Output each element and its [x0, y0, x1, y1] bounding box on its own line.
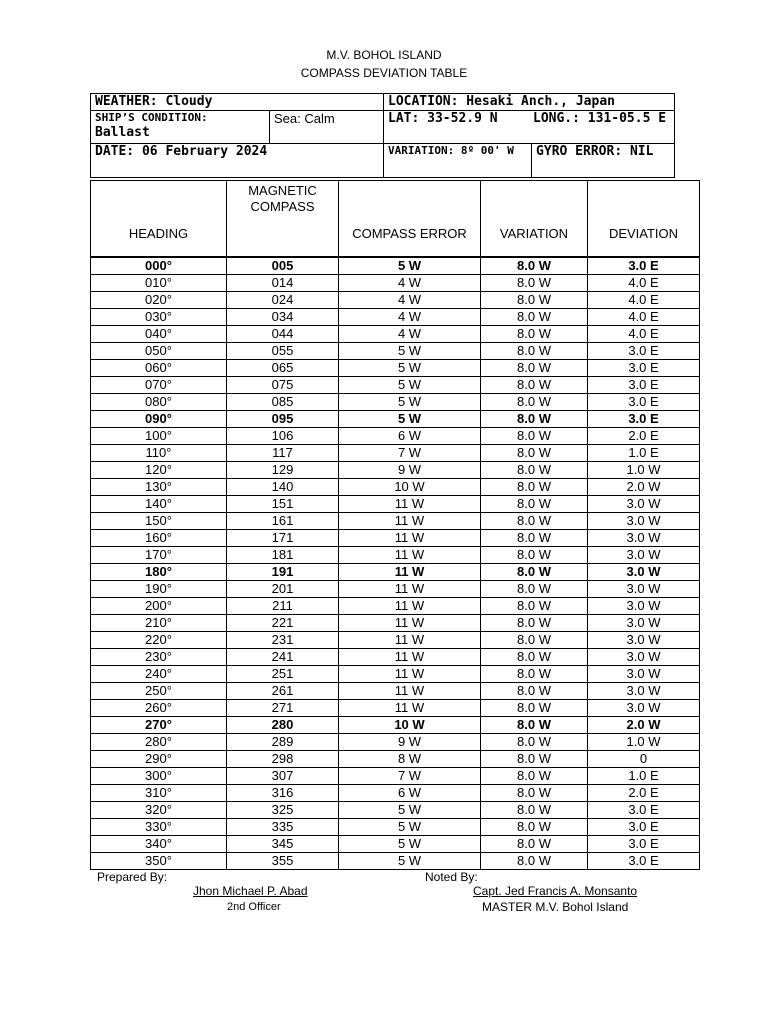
cell-magnetic: 129: [227, 462, 339, 479]
cell-deviation: 3.0 E: [588, 853, 700, 870]
ship-condition-value: Ballast: [95, 125, 150, 140]
col-header-magnetic: [227, 181, 339, 258]
cell-heading: 060°: [91, 360, 227, 377]
cell-deviation: 4.0 E: [588, 292, 700, 309]
sea-cell: Sea: Calm: [270, 111, 384, 144]
cell-deviation: 1.0 E: [588, 768, 700, 785]
cell-magnetic: 140: [227, 479, 339, 496]
cell-heading: 080°: [91, 394, 227, 411]
cell-magnetic: 280: [227, 717, 339, 734]
cell-heading: 270°: [91, 717, 227, 734]
cell-error: 11 W: [339, 615, 481, 632]
col-header-heading: HEADING: [91, 181, 227, 258]
cell-error: 4 W: [339, 275, 481, 292]
cell-deviation: 3.0 W: [588, 564, 700, 581]
prepared-by-label: Prepared By:: [97, 870, 168, 884]
cell-heading: 230°: [91, 649, 227, 666]
cell-variation: 8.0 W: [481, 785, 588, 802]
cell-heading: 350°: [91, 853, 227, 870]
cell-magnetic: 241: [227, 649, 339, 666]
table-row: [91, 411, 700, 428]
cell-variation: 8.0 W: [481, 496, 588, 513]
cell-error: 10 W: [339, 479, 481, 496]
table-row: [91, 581, 700, 598]
voyage-info-table: [90, 93, 675, 178]
cell-variation: 8.0 W: [481, 411, 588, 428]
table-row: [91, 751, 700, 768]
cell-error: 11 W: [339, 632, 481, 649]
date-cell: DATE: 06 February 2024: [91, 144, 384, 178]
cell-magnetic: 325: [227, 802, 339, 819]
prepared-by-title: 2nd Officer: [227, 901, 281, 913]
cell-variation: 8.0 W: [481, 734, 588, 751]
table-row: [91, 292, 700, 309]
table-row: [91, 717, 700, 734]
ship-condition-label: SHIP’S CONDITION:: [95, 111, 208, 124]
cell-variation: 8.0 W: [481, 717, 588, 734]
cell-magnetic: 191: [227, 564, 339, 581]
cell-error: 11 W: [339, 547, 481, 564]
cell-error: 11 W: [339, 530, 481, 547]
table-row: [91, 632, 700, 649]
cell-heading: 310°: [91, 785, 227, 802]
table-row: [91, 853, 700, 870]
cell-magnetic: 171: [227, 530, 339, 547]
cell-error: 10 W: [339, 717, 481, 734]
cell-heading: 240°: [91, 666, 227, 683]
cell-error: 11 W: [339, 683, 481, 700]
cell-magnetic: 231: [227, 632, 339, 649]
cell-deviation: 1.0 E: [588, 445, 700, 462]
cell-error: 7 W: [339, 768, 481, 785]
deviation-table-body: [91, 257, 700, 870]
cell-variation: 8.0 W: [481, 292, 588, 309]
cell-heading: 140°: [91, 496, 227, 513]
cell-heading: 130°: [91, 479, 227, 496]
cell-magnetic: 161: [227, 513, 339, 530]
ship-name: M.V. BOHOL ISLAND: [326, 48, 442, 62]
table-row: [91, 445, 700, 462]
location-cell: LOCATION: Hesaki Anch., Japan: [384, 94, 675, 111]
cell-heading: 300°: [91, 768, 227, 785]
cell-variation: 8.0 W: [481, 751, 588, 768]
table-row: [91, 615, 700, 632]
cell-heading: 150°: [91, 513, 227, 530]
cell-heading: 250°: [91, 683, 227, 700]
cell-deviation: 3.0 W: [588, 581, 700, 598]
cell-magnetic: 044: [227, 326, 339, 343]
cell-variation: 8.0 W: [481, 581, 588, 598]
table-row: [91, 819, 700, 836]
cell-magnetic: 151: [227, 496, 339, 513]
cell-variation: 8.0 W: [481, 819, 588, 836]
cell-error: 5 W: [339, 343, 481, 360]
latitude: LAT: 33-52.9 N: [388, 111, 498, 126]
cell-error: 6 W: [339, 428, 481, 445]
cell-magnetic: 316: [227, 785, 339, 802]
col-header-error: COMPASS ERROR: [339, 181, 481, 258]
cell-deviation: 4.0 E: [588, 309, 700, 326]
table-row: [91, 428, 700, 445]
table-row: [91, 377, 700, 394]
cell-magnetic: 335: [227, 819, 339, 836]
cell-heading: 190°: [91, 581, 227, 598]
cell-variation: 8.0 W: [481, 666, 588, 683]
cell-variation: 8.0 W: [481, 598, 588, 615]
table-row: [91, 836, 700, 853]
cell-error: 11 W: [339, 666, 481, 683]
cell-variation: 8.0 W: [481, 700, 588, 717]
cell-magnetic: 181: [227, 547, 339, 564]
cell-deviation: 3.0 W: [588, 649, 700, 666]
cell-error: 5 W: [339, 819, 481, 836]
cell-heading: 100°: [91, 428, 227, 445]
cell-magnetic: 085: [227, 394, 339, 411]
table-row: [91, 326, 700, 343]
cell-heading: 160°: [91, 530, 227, 547]
cell-variation: 8.0 W: [481, 445, 588, 462]
cell-heading: 040°: [91, 326, 227, 343]
cell-variation: 8.0 W: [481, 394, 588, 411]
cell-deviation: 3.0 E: [588, 343, 700, 360]
cell-heading: 010°: [91, 275, 227, 292]
table-row: [91, 564, 700, 581]
cell-variation: 8.0 W: [481, 649, 588, 666]
cell-variation: 8.0 W: [481, 853, 588, 870]
cell-deviation: 1.0 W: [588, 462, 700, 479]
cell-magnetic: 005: [227, 257, 339, 275]
cell-magnetic: 034: [227, 309, 339, 326]
cell-magnetic: 014: [227, 275, 339, 292]
cell-heading: 020°: [91, 292, 227, 309]
cell-deviation: 2.0 W: [588, 717, 700, 734]
cell-heading: 070°: [91, 377, 227, 394]
cell-heading: 260°: [91, 700, 227, 717]
cell-error: 5 W: [339, 802, 481, 819]
document-title: COMPASS DEVIATION TABLE: [300, 66, 468, 80]
cell-error: 6 W: [339, 785, 481, 802]
cell-error: 11 W: [339, 564, 481, 581]
cell-deviation: 3.0 W: [588, 547, 700, 564]
cell-deviation: 3.0 E: [588, 819, 700, 836]
cell-magnetic: 117: [227, 445, 339, 462]
cell-heading: 180°: [91, 564, 227, 581]
cell-variation: 8.0 W: [481, 768, 588, 785]
ship-condition-cell: [91, 111, 270, 144]
cell-heading: 200°: [91, 598, 227, 615]
cell-deviation: 0: [588, 751, 700, 768]
table-row: [91, 530, 700, 547]
cell-variation: 8.0 W: [481, 462, 588, 479]
cell-deviation: 3.0 W: [588, 666, 700, 683]
deviation-table: [90, 180, 700, 870]
cell-deviation: 3.0 E: [588, 836, 700, 853]
cell-error: 5 W: [339, 836, 481, 853]
gyro-error-cell: GYRO ERROR: NIL: [532, 144, 675, 178]
cell-deviation: 4.0 E: [588, 275, 700, 292]
cell-heading: 210°: [91, 615, 227, 632]
cell-error: 8 W: [339, 751, 481, 768]
table-row: [91, 785, 700, 802]
table-row: [91, 666, 700, 683]
col-header-variation: VARIATION: [481, 181, 588, 258]
cell-magnetic: 075: [227, 377, 339, 394]
cell-magnetic: 065: [227, 360, 339, 377]
cell-variation: 8.0 W: [481, 802, 588, 819]
cell-deviation: 2.0 E: [588, 428, 700, 445]
cell-variation: 8.0 W: [481, 632, 588, 649]
variation-cell: VARIATION: 8º 00' W: [384, 144, 532, 178]
cell-heading: 030°: [91, 309, 227, 326]
table-row: [91, 649, 700, 666]
cell-error: 5 W: [339, 853, 481, 870]
cell-error: 9 W: [339, 734, 481, 751]
cell-error: 11 W: [339, 581, 481, 598]
cell-variation: 8.0 W: [481, 479, 588, 496]
cell-deviation: 1.0 W: [588, 734, 700, 751]
cell-variation: 8.0 W: [481, 257, 588, 275]
cell-magnetic: 298: [227, 751, 339, 768]
cell-variation: 8.0 W: [481, 836, 588, 853]
cell-variation: 8.0 W: [481, 564, 588, 581]
cell-heading: 000°: [91, 257, 227, 275]
cell-variation: 8.0 W: [481, 530, 588, 547]
cell-magnetic: 095: [227, 411, 339, 428]
cell-deviation: 3.0 E: [588, 411, 700, 428]
cell-magnetic: 211: [227, 598, 339, 615]
cell-magnetic: 024: [227, 292, 339, 309]
table-row: [91, 513, 700, 530]
noted-by-title: MASTER M.V. Bohol Island: [482, 900, 629, 914]
cell-deviation: 3.0 E: [588, 360, 700, 377]
cell-magnetic: 289: [227, 734, 339, 751]
table-row: [91, 360, 700, 377]
table-row: [91, 462, 700, 479]
cell-deviation: 3.0 W: [588, 700, 700, 717]
table-row: [91, 496, 700, 513]
col-header-magnetic-text: MAGNETIC COMPASS: [248, 183, 317, 214]
cell-error: 5 W: [339, 411, 481, 428]
cell-variation: 8.0 W: [481, 326, 588, 343]
cell-error: 11 W: [339, 649, 481, 666]
cell-heading: 280°: [91, 734, 227, 751]
cell-magnetic: 261: [227, 683, 339, 700]
position-cell: [384, 111, 675, 144]
cell-error: 11 W: [339, 513, 481, 530]
cell-magnetic: 106: [227, 428, 339, 445]
cell-magnetic: 307: [227, 768, 339, 785]
table-row: [91, 257, 700, 275]
cell-deviation: 3.0 W: [588, 683, 700, 700]
table-row: [91, 700, 700, 717]
cell-variation: 8.0 W: [481, 275, 588, 292]
cell-heading: 220°: [91, 632, 227, 649]
table-row: [91, 309, 700, 326]
cell-error: 4 W: [339, 309, 481, 326]
table-row: [91, 479, 700, 496]
cell-deviation: 4.0 E: [588, 326, 700, 343]
cell-error: 7 W: [339, 445, 481, 462]
cell-error: 11 W: [339, 496, 481, 513]
table-row: [91, 275, 700, 292]
cell-deviation: 3.0 E: [588, 802, 700, 819]
weather-cell: WEATHER: Cloudy: [91, 94, 384, 111]
table-row: [91, 734, 700, 751]
cell-variation: 8.0 W: [481, 343, 588, 360]
col-header-deviation: DEVIATION: [588, 181, 700, 258]
cell-magnetic: 221: [227, 615, 339, 632]
cell-error: 4 W: [339, 326, 481, 343]
table-row: [91, 598, 700, 615]
cell-variation: 8.0 W: [481, 547, 588, 564]
cell-deviation: 3.0 W: [588, 530, 700, 547]
table-row: [91, 343, 700, 360]
prepared-by-name: Jhon Michael P. Abad: [193, 884, 308, 898]
cell-error: 11 W: [339, 700, 481, 717]
cell-magnetic: 355: [227, 853, 339, 870]
cell-magnetic: 201: [227, 581, 339, 598]
noted-by-name: Capt. Jed Francis A. Monsanto: [473, 884, 638, 898]
cell-deviation: 3.0 W: [588, 615, 700, 632]
cell-deviation: 3.0 W: [588, 598, 700, 615]
cell-variation: 8.0 W: [481, 309, 588, 326]
cell-error: 9 W: [339, 462, 481, 479]
cell-deviation: 3.0 E: [588, 257, 700, 275]
cell-heading: 340°: [91, 836, 227, 853]
cell-deviation: 3.0 E: [588, 394, 700, 411]
longitude: LONG.: 131-05.5 E: [533, 111, 667, 126]
table-row: [91, 802, 700, 819]
cell-magnetic: 271: [227, 700, 339, 717]
cell-variation: 8.0 W: [481, 615, 588, 632]
cell-variation: 8.0 W: [481, 428, 588, 445]
noted-by-label: Noted By:: [425, 870, 478, 884]
cell-deviation: 3.0 W: [588, 496, 700, 513]
cell-heading: 110°: [91, 445, 227, 462]
cell-deviation: 3.0 W: [588, 513, 700, 530]
cell-error: 5 W: [339, 377, 481, 394]
table-row: [91, 683, 700, 700]
cell-deviation: 2.0 E: [588, 785, 700, 802]
cell-magnetic: 251: [227, 666, 339, 683]
cell-variation: 8.0 W: [481, 360, 588, 377]
cell-error: 5 W: [339, 257, 481, 275]
cell-heading: 050°: [91, 343, 227, 360]
cell-deviation: 2.0 W: [588, 479, 700, 496]
cell-variation: 8.0 W: [481, 377, 588, 394]
cell-magnetic: 345: [227, 836, 339, 853]
cell-heading: 170°: [91, 547, 227, 564]
cell-deviation: 3.0 W: [588, 632, 700, 649]
table-row: [91, 768, 700, 785]
cell-variation: 8.0 W: [481, 513, 588, 530]
cell-error: 5 W: [339, 360, 481, 377]
cell-error: 5 W: [339, 394, 481, 411]
table-row: [91, 394, 700, 411]
cell-error: 11 W: [339, 598, 481, 615]
cell-error: 4 W: [339, 292, 481, 309]
cell-heading: 120°: [91, 462, 227, 479]
cell-heading: 320°: [91, 802, 227, 819]
cell-variation: 8.0 W: [481, 683, 588, 700]
cell-deviation: 3.0 E: [588, 377, 700, 394]
table-row: [91, 547, 700, 564]
cell-heading: 090°: [91, 411, 227, 428]
cell-heading: 330°: [91, 819, 227, 836]
cell-heading: 290°: [91, 751, 227, 768]
cell-magnetic: 055: [227, 343, 339, 360]
